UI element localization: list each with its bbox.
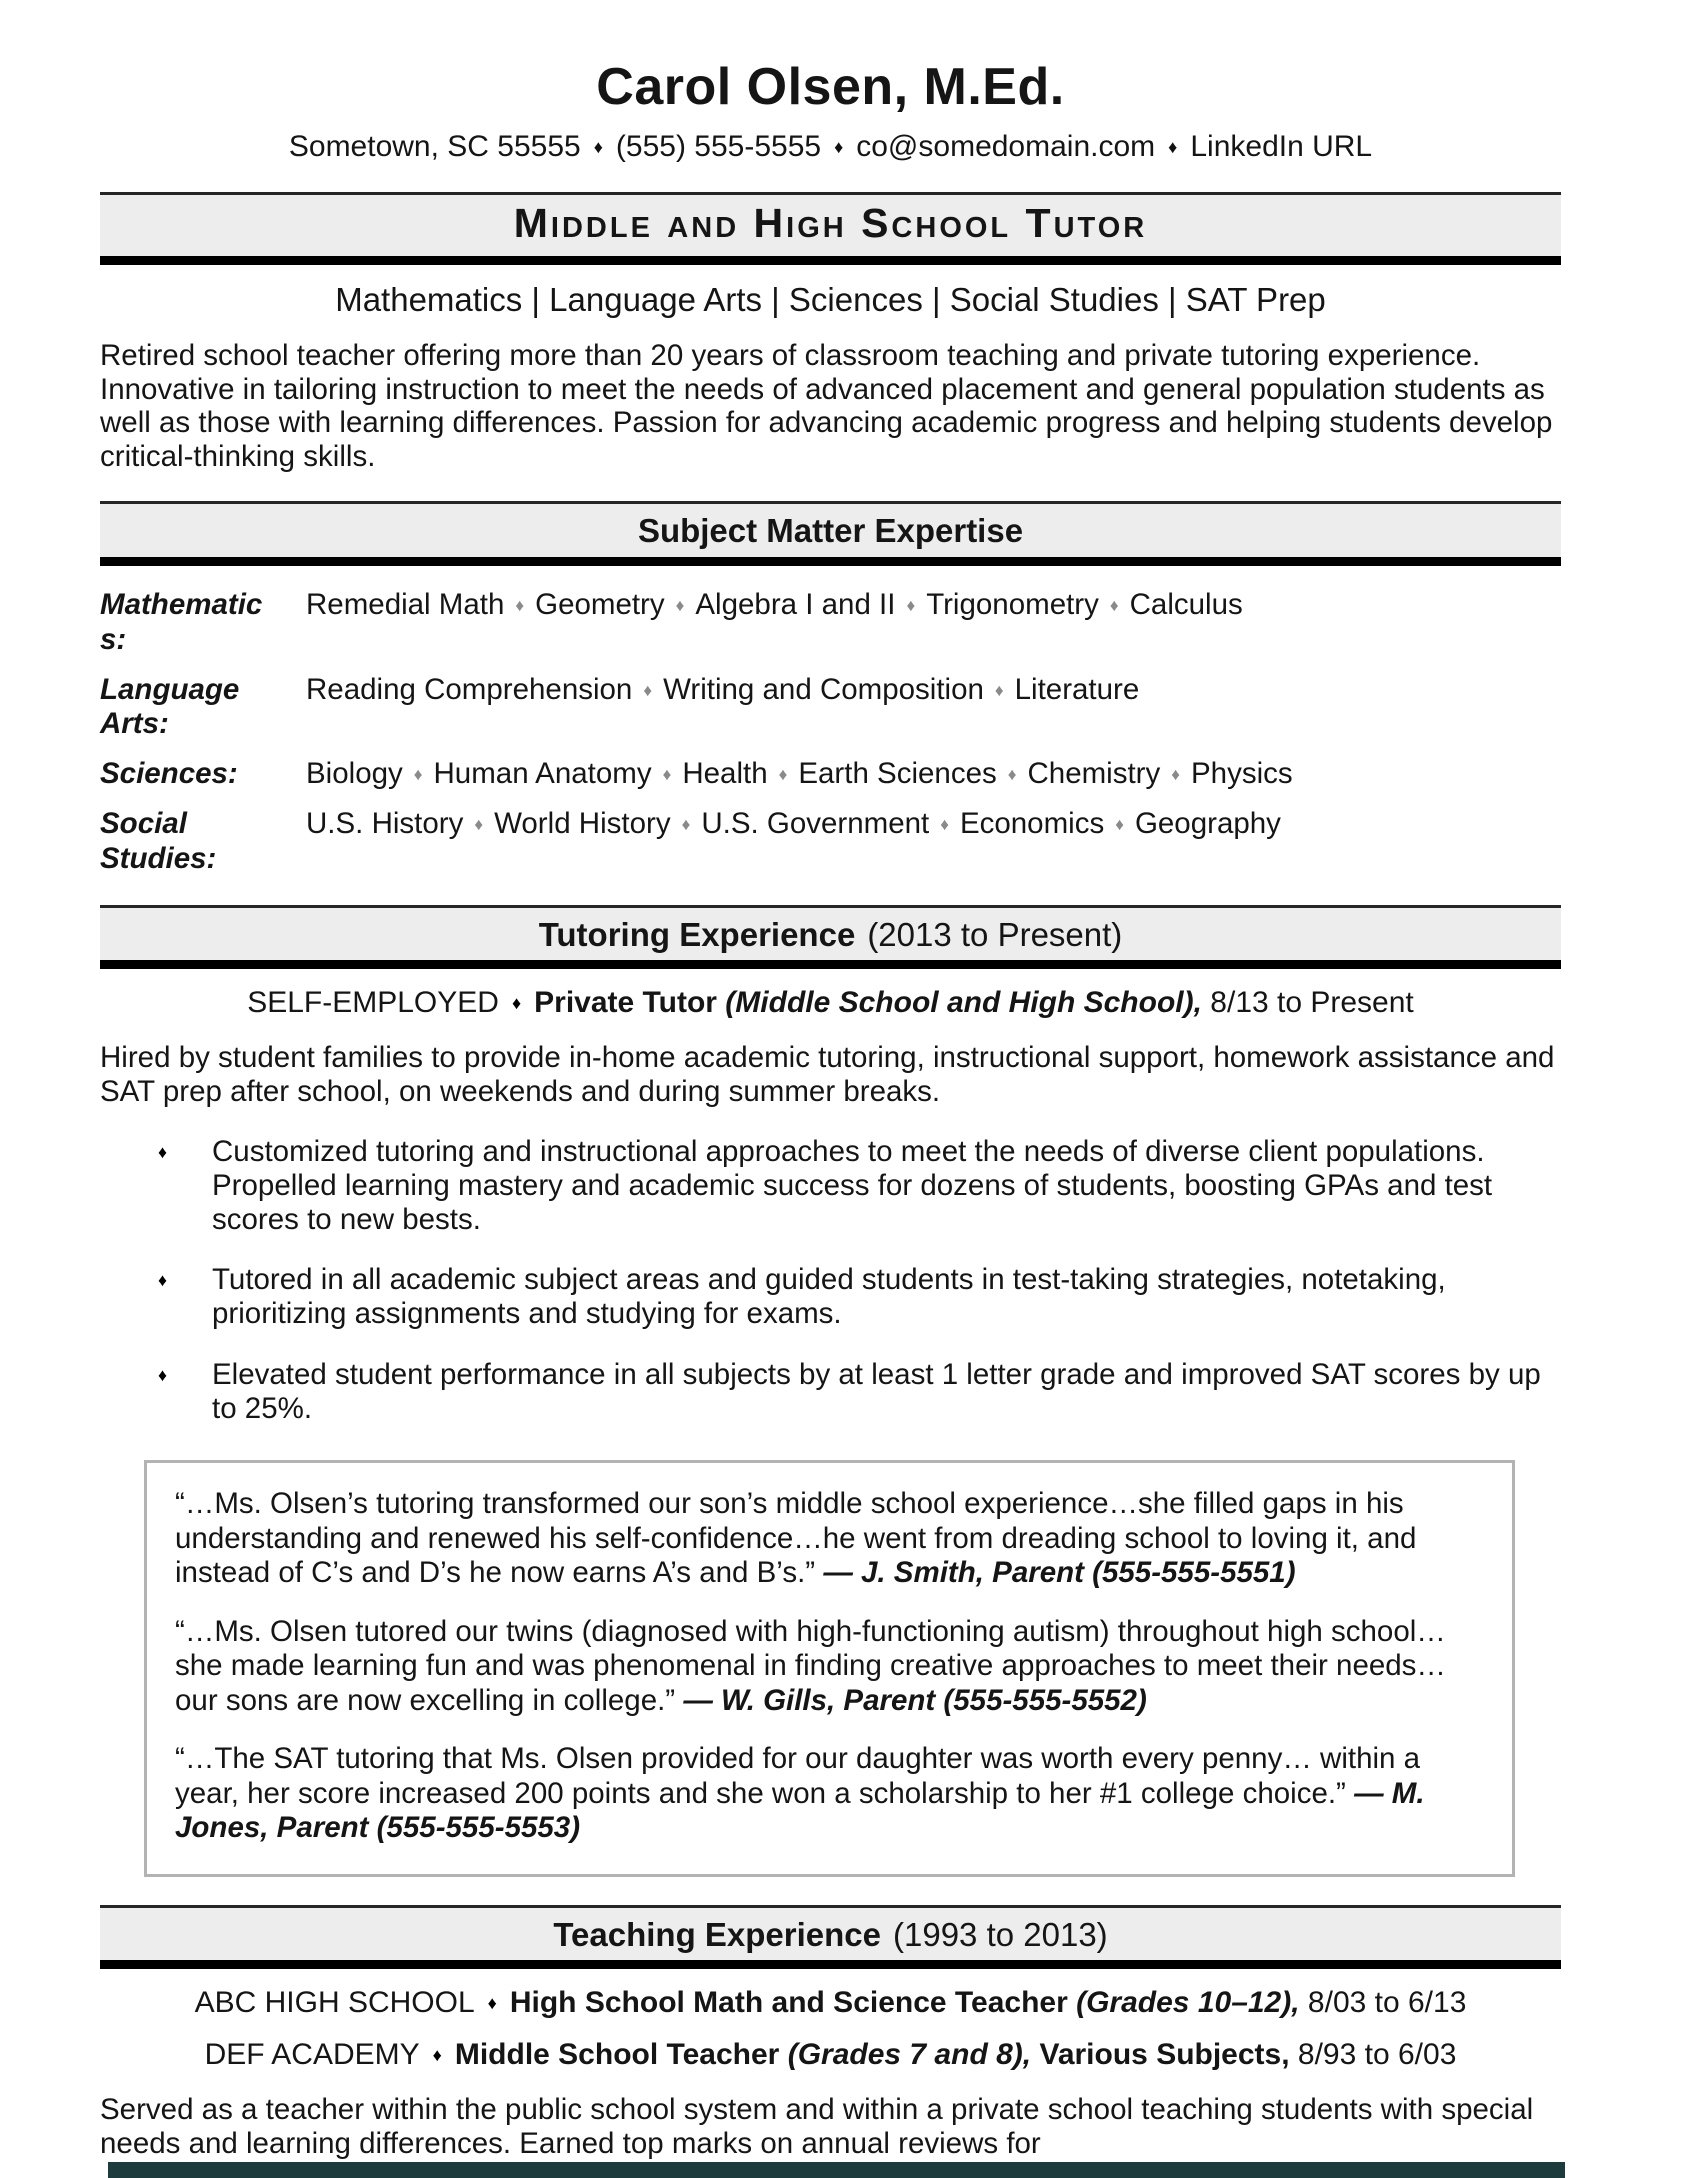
- expertise-item: Reading Comprehension: [306, 672, 633, 706]
- linkedin-link[interactable]: LinkedIn URL: [1190, 129, 1373, 163]
- diamond-separator-icon: ♦: [474, 815, 484, 835]
- tutoring-bullets: [100, 1135, 1561, 1427]
- expertise-item: Geometry: [535, 588, 665, 622]
- testimonial-item: [175, 1487, 1484, 1591]
- expertise-item: Chemistry: [1027, 757, 1161, 791]
- expertise-label: Sciences:: [100, 757, 238, 791]
- expertise-items: [306, 807, 1561, 877]
- expertise-items: [306, 673, 1561, 743]
- testimonial-quote: “…Ms. Olsen’s tutoring transformed our son’s middle school experience…she filled gaps in his understanding and renewed his self-confidence…he went from dreading school to loving it, and instead of C’s and D’s he now earns A’s and B’s.”: [175, 1487, 1417, 1590]
- diamond-separator-icon: ♦: [662, 765, 672, 785]
- footer-bar: [108, 2162, 1565, 2178]
- title-banner: Middle and High School Tutor: [100, 192, 1561, 265]
- expertise-item: Literature: [1014, 672, 1140, 706]
- bullet-item: [158, 1358, 1561, 1426]
- teaching-jobs: [100, 1985, 1561, 2073]
- job-company: SELF-EMPLOYED: [247, 986, 499, 1020]
- expertise-label: Social Studies:: [100, 807, 217, 875]
- job-role-extra: Various Subjects,: [1039, 2038, 1290, 2072]
- bullet-diamond-icon: ♦: [158, 1364, 168, 1385]
- diamond-separator-icon: ♦: [413, 765, 423, 785]
- job-role-detail: (Grades 10–12),: [1076, 1986, 1300, 2020]
- expertise-item: Human Anatomy: [433, 757, 652, 791]
- resume-name: Carol Olsen, M.Ed.: [596, 58, 1065, 116]
- tutoring-heading: Tutoring Experience: [538, 915, 856, 953]
- bullet-text: Tutored in all academic subject areas and guided students in test-taking strategies, notetaking, prioritizing assignments and studying for exams.: [212, 1263, 1446, 1331]
- diamond-separator-icon: ♦: [940, 815, 949, 835]
- diamond-separator-icon: ♦: [1168, 136, 1178, 157]
- job-dates: 8/03 to 6/13: [1307, 1986, 1467, 2020]
- expertise-heading: Subject Matter Expertise: [637, 512, 1024, 550]
- diamond-separator-icon: ♦: [515, 596, 525, 616]
- section-banner-expertise: [100, 501, 1561, 566]
- expertise-item: U.S. History: [306, 807, 464, 841]
- diamond-separator-icon: ♦: [1171, 765, 1180, 785]
- testimonial-quote: “…The SAT tutoring that Ms. Olsen provided for our daughter was worth every penny… within a year, her score increased 200 points and she won a scholarship to her #1 college choice.”: [175, 1742, 1421, 1810]
- job-dates: 8/13 to Present: [1210, 986, 1414, 1020]
- section-banner-tutoring: [100, 905, 1561, 970]
- testimonial-attribution: — W. Gills, Parent (555-555-5552): [683, 1683, 1147, 1717]
- bullet-item: [158, 1135, 1561, 1238]
- expertise-item: Remedial Math: [306, 588, 505, 622]
- expertise-item: U.S. Government: [701, 807, 930, 841]
- teaching-job-line: [100, 1985, 1561, 2021]
- job-role: Middle School Teacher: [454, 2038, 780, 2072]
- expertise-item: Algebra I and II: [695, 588, 896, 622]
- expertise-item: Earth Sciences: [798, 757, 997, 791]
- diamond-separator-icon: ♦: [643, 680, 653, 700]
- diamond-icon: ♦: [487, 1993, 497, 2014]
- teaching-heading: Teaching Experience: [553, 1915, 881, 1953]
- expertise-table: [100, 588, 1561, 877]
- diamond-icon: ♦: [511, 993, 522, 1014]
- testimonial-item: [175, 1742, 1484, 1846]
- bullet-diamond-icon: ♦: [158, 1141, 168, 1162]
- job-role-detail: (Grades 7 and 8),: [787, 2038, 1032, 2072]
- diamond-separator-icon: ♦: [1109, 596, 1119, 616]
- bullet-text: Elevated student performance in all subjects by at least 1 letter grade and improved SAT scores by up to 25%.: [212, 1357, 1541, 1425]
- teaching-job-line: [100, 2037, 1561, 2073]
- diamond-separator-icon: ♦: [675, 596, 685, 616]
- bullet-text: Customized tutoring and instructional approaches to meet the needs of diverse client populations. Propelled learning mastery and academic success for dozens of students, boosting GPAs and test scores to new bests.: [212, 1134, 1493, 1236]
- diamond-separator-icon: ♦: [906, 596, 916, 616]
- diamond-separator-icon: ♦: [994, 680, 1004, 700]
- location-text: Sometown, SC 55555: [288, 129, 581, 163]
- job-role: High School Math and Science Teacher: [509, 1986, 1068, 2020]
- email-link[interactable]: co@somedomain.com: [856, 129, 1156, 163]
- teaching-heading-dates: (1993 to 2013): [893, 1915, 1108, 1953]
- expertise-label: Mathematics:: [100, 588, 263, 656]
- expertise-item: Economics: [959, 807, 1105, 841]
- job-company: DEF ACADEMY: [204, 2038, 420, 2072]
- expertise-row: [100, 588, 1561, 658]
- expertise-item: Biology: [306, 757, 403, 791]
- job-dates: 8/93 to 6/03: [1297, 2038, 1457, 2072]
- diamond-separator-icon: ♦: [1007, 765, 1017, 785]
- subjects-line: Mathematics | Language Arts | Sciences | Social Studies | SAT Prep: [335, 280, 1326, 318]
- expertise-item: Writing and Composition: [663, 672, 984, 706]
- testimonial-attribution: — J. Smith, Parent (555-555-5551): [823, 1556, 1296, 1590]
- tutoring-job-line: [100, 985, 1561, 1021]
- testimonial-attribution: — M. Jones, Parent (555-555-5553): [175, 1776, 1425, 1845]
- contact-line: [100, 130, 1561, 164]
- expertise-row: [100, 807, 1561, 877]
- job-role: Private Tutor: [534, 986, 717, 1020]
- diamond-separator-icon: ♦: [778, 765, 788, 785]
- expertise-row: [100, 757, 1561, 792]
- expertise-item: Calculus: [1129, 588, 1243, 622]
- phone-text: (555) 555-5555: [615, 129, 822, 163]
- diamond-separator-icon: ♦: [834, 136, 844, 157]
- diamond-icon: ♦: [432, 2045, 442, 2066]
- teaching-outro: Served as a teacher within the public school system and within a private school teaching students with special needs and learning differences. Earned top marks on annual reviews for: [100, 2093, 1534, 2160]
- job-role-detail: (Middle School and High School),: [725, 986, 1202, 1020]
- expertise-items: [306, 588, 1561, 658]
- expertise-item: Geography: [1134, 807, 1281, 841]
- job-company: ABC HIGH SCHOOL: [194, 1986, 475, 2020]
- expertise-item: Physics: [1190, 757, 1293, 791]
- expertise-label: Language Arts:: [100, 672, 240, 741]
- expertise-items: [306, 757, 1561, 792]
- tutoring-heading-dates: (2013 to Present): [867, 915, 1123, 953]
- expertise-item: Trigonometry: [926, 588, 1099, 622]
- testimonials-box: [144, 1460, 1515, 1877]
- diamond-separator-icon: ♦: [681, 815, 691, 835]
- diamond-separator-icon: ♦: [1115, 815, 1124, 835]
- expertise-item: Health: [682, 757, 768, 791]
- bullet-diamond-icon: ♦: [158, 1270, 168, 1291]
- testimonial-item: [175, 1615, 1484, 1719]
- diamond-separator-icon: ♦: [593, 136, 603, 157]
- tutoring-intro: Hired by student families to provide in-home academic tutoring, instructional support, homework assistance and SAT prep after school, on weekends and during summer breaks.: [100, 1041, 1555, 1108]
- expertise-row: [100, 673, 1561, 743]
- summary-paragraph: Retired school teacher offering more than 20 years of classroom teaching and private tutoring experience. Innovative in tailoring instruction to meet the needs of advanced placement and general population students as well as those with learning differences. Passion for advancing academic progress and helping students develop critical-thinking skills.: [100, 338, 1553, 473]
- testimonial-quote: “…Ms. Olsen tutored our twins (diagnosed with high-functioning autism) throughout high school…she made learning fun and was phenomenal in finding creative approaches to meet their needs…our sons are now excelling in college.”: [175, 1614, 1446, 1717]
- section-banner-teaching: [100, 1905, 1561, 1970]
- expertise-item: World History: [494, 807, 671, 841]
- bullet-item: [158, 1263, 1561, 1331]
